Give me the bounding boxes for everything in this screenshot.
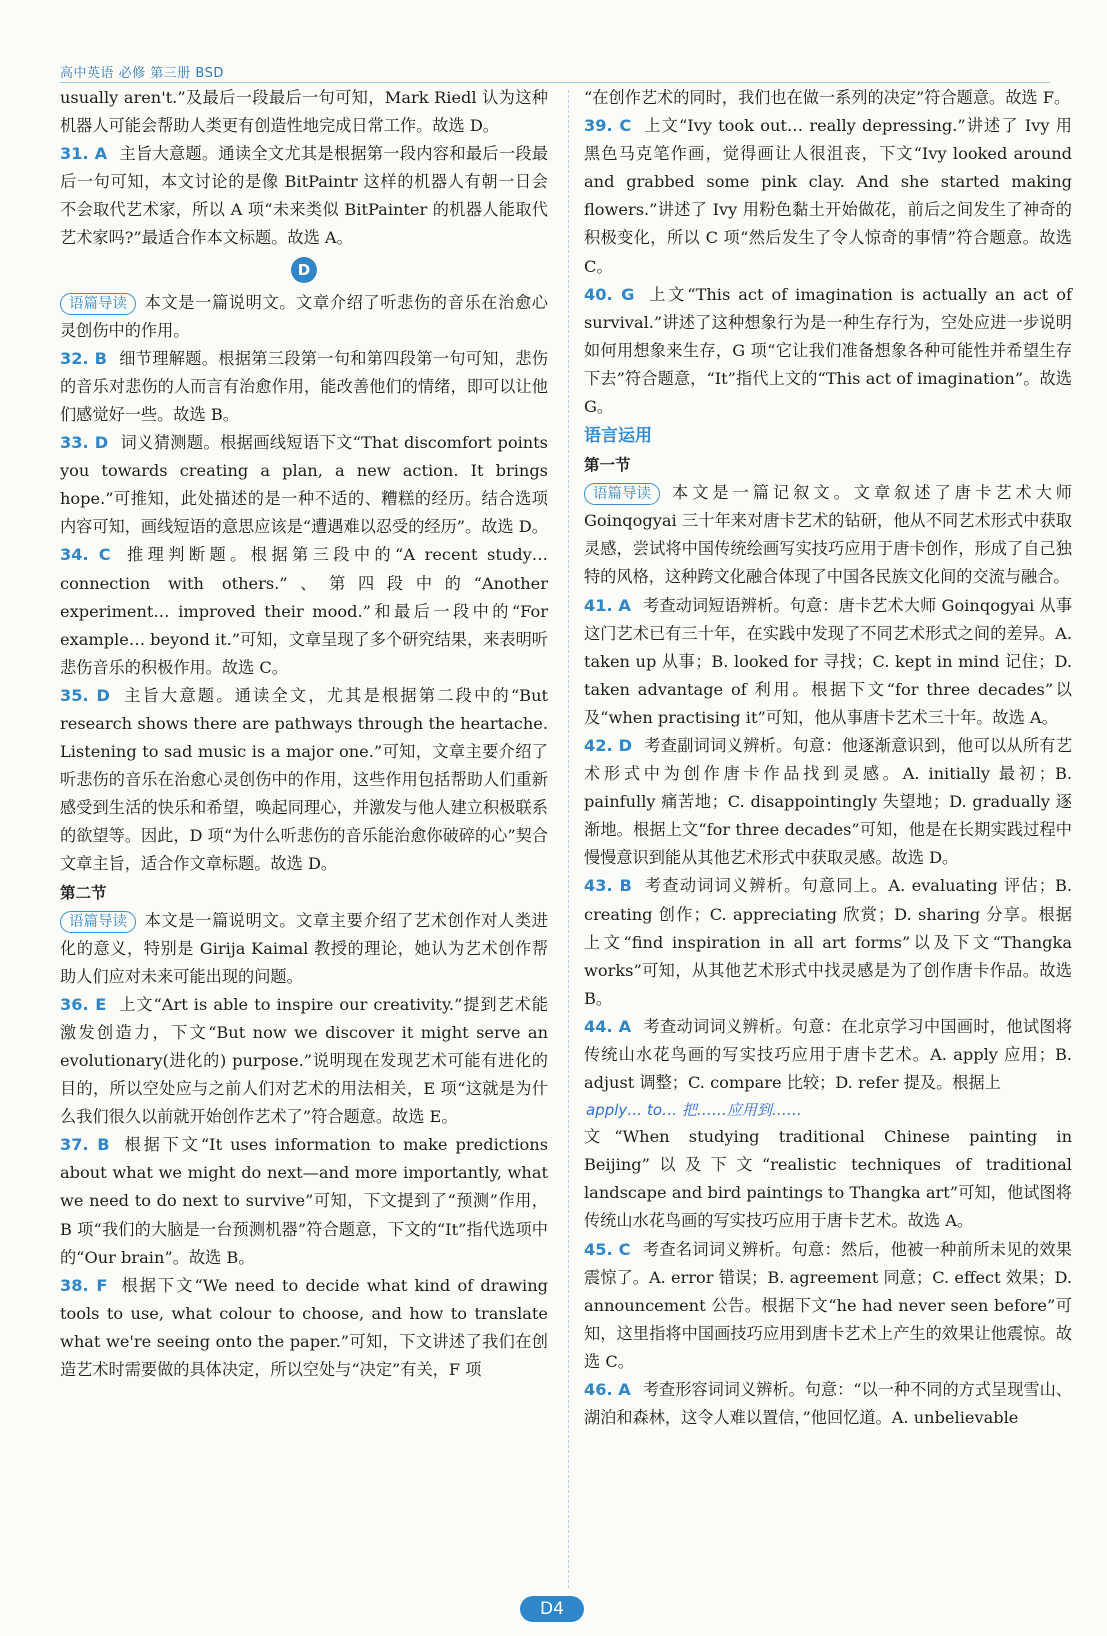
answer-text: 考查名词词义辨析。句意：然后，他被一种前所未见的效果震惊了。A. error 错误；B. agreement 同意；C. effect 效果；D. announcement 公告。根据下文“he had never seen before”可知，这里指将中国画技巧应用到唐卡艺术上产生的效果让他震惊。故选 C。 bbox=[584, 1239, 1072, 1371]
answer-text: 上文“Ivy took out… really depressing.”讲述了 Ivy 用黑色马克笔作画，觉得画让人很沮丧，下文“Ivy looked around and grabbed some pink clay. And she started making flowers.”讲述了 Ivy 用粉色黏土开始做花，前后之间发生了神奇的积极变化，所以 C 项“然后发生了令人惊奇的事情”符合题意。故选 C。 bbox=[584, 116, 1072, 276]
section-heading: 语言运用 bbox=[584, 426, 652, 447]
answer-number: 36. E bbox=[60, 994, 107, 1014]
answer-42 bbox=[584, 732, 1072, 872]
answer-number: 44. A bbox=[584, 1016, 632, 1036]
answer-text: 上文“Art is able to inspire our creativity.”提到艺术能激发创造力，下文“But now we discover it might serve an evolutionary(进化的) purpose.”说明现在发现艺术可能有进化的目的，所以空处应与之前人们对艺术的用法相关，E 项“这就是为什么我们很久以前就开始创作艺术了”符合题意。故选 E。 bbox=[60, 994, 548, 1127]
answer-text: 考查动词词义辨析。句意：在北京学习中国画时，他试图将传统山水花鸟画的写实技巧应用于唐卡艺术。A. apply 应用；B. adjust 调整；C. compare 比较；D. refer 提及。根据上 bbox=[584, 1016, 1073, 1093]
subsection-heading: 第二节 bbox=[60, 883, 107, 902]
continued-answer: usually aren't.”及最后一段最后一句可知，Mark Riedl 认为这种机器人可能会帮助人类更有创造性地完成日常工作。故选 D。 bbox=[60, 88, 548, 136]
answer-text: 考查动词短语辨析。句意：唐卡艺术大师 Goinqogyai 从事这门艺术已有三十年，在实践中发现了不同艺术形式之间的差异。A. taken up 从事；B. looked for 寻找；C. kept in mind 记住；D. taken advantage of 利用。根据下文“for three decades”以及“when practising it”可知，他从事唐卡艺术三十年。故选 A。 bbox=[584, 595, 1073, 727]
reading-guide-text: 本文是一篇说明文。文章介绍了听悲伤的音乐在治愈心灵创伤中的作用。 bbox=[60, 292, 548, 340]
column-divider bbox=[568, 90, 569, 1588]
answer-43 bbox=[584, 872, 1072, 1012]
answer-text: 主旨大意题。通读全文尤其是根据第一段内容和最后一段最后一句可知，本文讨论的是像 BitPaintr 这样的机器人有朝一日会不会取代艺术家，所以 A 项“未来类似 BitPainter 的机器人能取代艺术家吗?”最适合作本文标题。故选 A。 bbox=[60, 144, 549, 248]
answer-36 bbox=[60, 991, 548, 1131]
left-column bbox=[60, 84, 548, 1384]
answer-number: 46. A bbox=[584, 1380, 631, 1400]
answer-number: 31. A bbox=[60, 144, 108, 164]
answer-number: 42. D bbox=[584, 735, 633, 755]
reading-guide-label: 语篇导读 bbox=[584, 483, 660, 505]
answer-39 bbox=[584, 112, 1072, 281]
header-divider bbox=[60, 82, 1050, 83]
answer-number: 41. A bbox=[584, 595, 631, 615]
answer-number: 45. C bbox=[584, 1239, 631, 1259]
subsection-heading: 第一节 bbox=[584, 456, 631, 475]
answer-text: 考查形容词词义辨析。句意：“以一种不同的方式呈现雪山、湖泊和森林，这令人难以置信，”他回忆道。A. unbelievable bbox=[584, 1380, 1072, 1428]
reading-guide-label: 语篇导读 bbox=[60, 293, 136, 315]
handwritten-note: apply… to… 把……应用到…… bbox=[586, 1101, 802, 1120]
reading-guide-text: 本文是一篇说明文。文章主要介绍了艺术创作对人类进化的意义，特别是 Girija Kaimal 教授的理论，她认为艺术创作帮助人们应对未来可能出现的问题。 bbox=[60, 910, 548, 986]
continued-answer: “在创作艺术的同时，我们也在做一系列的决定”符合题意。故选 F。 bbox=[584, 88, 1071, 107]
answer-number: 39. C bbox=[584, 116, 632, 136]
answer-text: 细节理解题。根据第三段第一句和第四段第一句可知，悲伤的音乐对悲伤的人而言有治愈作用，能改善他们的情绪，即可以让他们感觉好一些。故选 B。 bbox=[60, 348, 548, 424]
answer-text: 考查动词词义辨析。句意同上。A. evaluating 评估；B. creating 创作；C. appreciating 欣赏；D. sharing 分享。根据上文“find inspiration in all art forms”以及下文“Thangka works”可知，从其他艺术形式中找灵感是为了创作唐卡作品。故选 B。 bbox=[584, 876, 1073, 1008]
reading-guide-label: 语篇导读 bbox=[60, 911, 136, 933]
reading-guide bbox=[584, 479, 1072, 591]
reading-guide bbox=[60, 907, 548, 991]
answer-45 bbox=[584, 1236, 1072, 1376]
answer-text: 上文“This act of imagination is actually an act of survival.”讲述了这种想象行为是一种生存行为，空处应进一步说明如何用想象来生存，G 项“它让我们准备想象各种可能性并希望生存下去”符合题意，“It”指代上文的“This act of imagination”。故选 G。 bbox=[584, 284, 1072, 417]
answer-number: 40. G bbox=[584, 284, 635, 304]
answer-text: 考查副词词义辨析。句意：他逐渐意识到，他可以从所有艺术形式中为创作唐卡作品找到灵感。A. initially 最初；B. painfully 痛苦地；C. disappointingly 失望地；D. gradually 逐渐地。根据上文“for three decades”可知，他是在长期实践过程中慢慢意识到能从其他艺术形式中获取灵感。故选 D。 bbox=[584, 735, 1073, 868]
answer-number: 32. B bbox=[60, 348, 107, 368]
page-number: D4 bbox=[520, 1596, 584, 1622]
right-column bbox=[584, 84, 1072, 1432]
answer-text: 主旨大意题。通读全文，尤其是根据第二段中的“But research shows there are pathways through the heartache. Listening to sad music is a major one.”可知，文章主要介绍了听悲伤的音乐在治愈心灵创伤中的作用，这些作用包括帮助人们重新感受到生活的快乐和希望，唤起同理心，并激发与他人建立积极联系的欲望等。因此，D 项“为什么听悲伤的音乐能治愈你破碎的心”契合文章主旨，适合作文章标题。故选 D。 bbox=[60, 685, 548, 874]
answer-40 bbox=[584, 281, 1072, 421]
answer-text: 根据下文“We need to decide what kind of drawing tools to use, what colour to choose, and how to translate what we're seeing onto the paper.”可知，下文讲述了我们在创造艺术时需要做的具体决定，所以空处与“决定”有关，F 项 bbox=[60, 1275, 548, 1380]
answer-number: 37. B bbox=[60, 1135, 110, 1155]
book-header: 高中英语 必修 第三册 BSD bbox=[60, 66, 224, 81]
reading-guide-text: 本文是一篇记叙文。文章叙述了唐卡艺术大师 Goinqogyai 三十年来对唐卡艺术的钻研，他从不同艺术形式中获取灵感，尝试将中国传统绘画写实技巧应用于唐卡创作，形成了自己独特的风格，这种跨文化融合体现了中国各民族文化间的交流与融合。 bbox=[584, 483, 1072, 587]
answer-number: 34. C bbox=[60, 545, 111, 565]
answer-text: 推理判断题。根据第三段中的“A recent study… connection with others.”、第四段中的“Another experiment… improved their mood.”和最后一段中的“For example… beyond it.”可知，文章呈现了多个研究结果，来表明听悲伤音乐的积极作用。故选 C。 bbox=[60, 545, 548, 677]
answer-number: 35. D bbox=[60, 685, 110, 705]
answer-38 bbox=[60, 1272, 548, 1384]
answer-31 bbox=[60, 140, 548, 252]
answer-41 bbox=[584, 592, 1072, 732]
answer-37 bbox=[60, 1131, 548, 1271]
section-d-badge: D bbox=[291, 257, 317, 283]
section-marker bbox=[60, 257, 548, 283]
answer-number: 33. D bbox=[60, 433, 109, 453]
answer-text: 词义猜测题。根据画线短语下文“That discomfort points you towards creating a plan, a new action. It brings hope.”可推知，此处描述的是一种不适的、糟糕的经历。结合选项内容可知，画线短语的意思应该是“遭遇难以忍受的经历”。故选 D。 bbox=[60, 433, 548, 537]
answer-34 bbox=[60, 541, 548, 681]
answer-number: 38. F bbox=[60, 1275, 108, 1295]
continued-answer: 文“When studying traditional Chinese painting in Beijing”以及下文“realistic techniques of traditional landscape and bird paintings to Thangka art”可知，他试图将传统山水花鸟画的写实技巧应用于唐卡艺术。故选 A。 bbox=[584, 1127, 1072, 1231]
answer-35 bbox=[60, 682, 548, 879]
answer-33 bbox=[60, 429, 548, 541]
answer-32 bbox=[60, 345, 548, 429]
answer-text: 根据下文“It uses information to make predictions about what we might do next—and more importantly, what we need to do next to survive”可知，下文提到了“预测”作用，B 项“我们的大脑是一台预测机器”符合题意，下文的“It”指代选项中的“Our brain”。故选 B。 bbox=[60, 1135, 549, 1267]
reading-guide bbox=[60, 289, 548, 345]
answer-number: 43. B bbox=[584, 876, 632, 896]
answer-44 bbox=[584, 1013, 1072, 1097]
answer-46 bbox=[584, 1376, 1072, 1432]
